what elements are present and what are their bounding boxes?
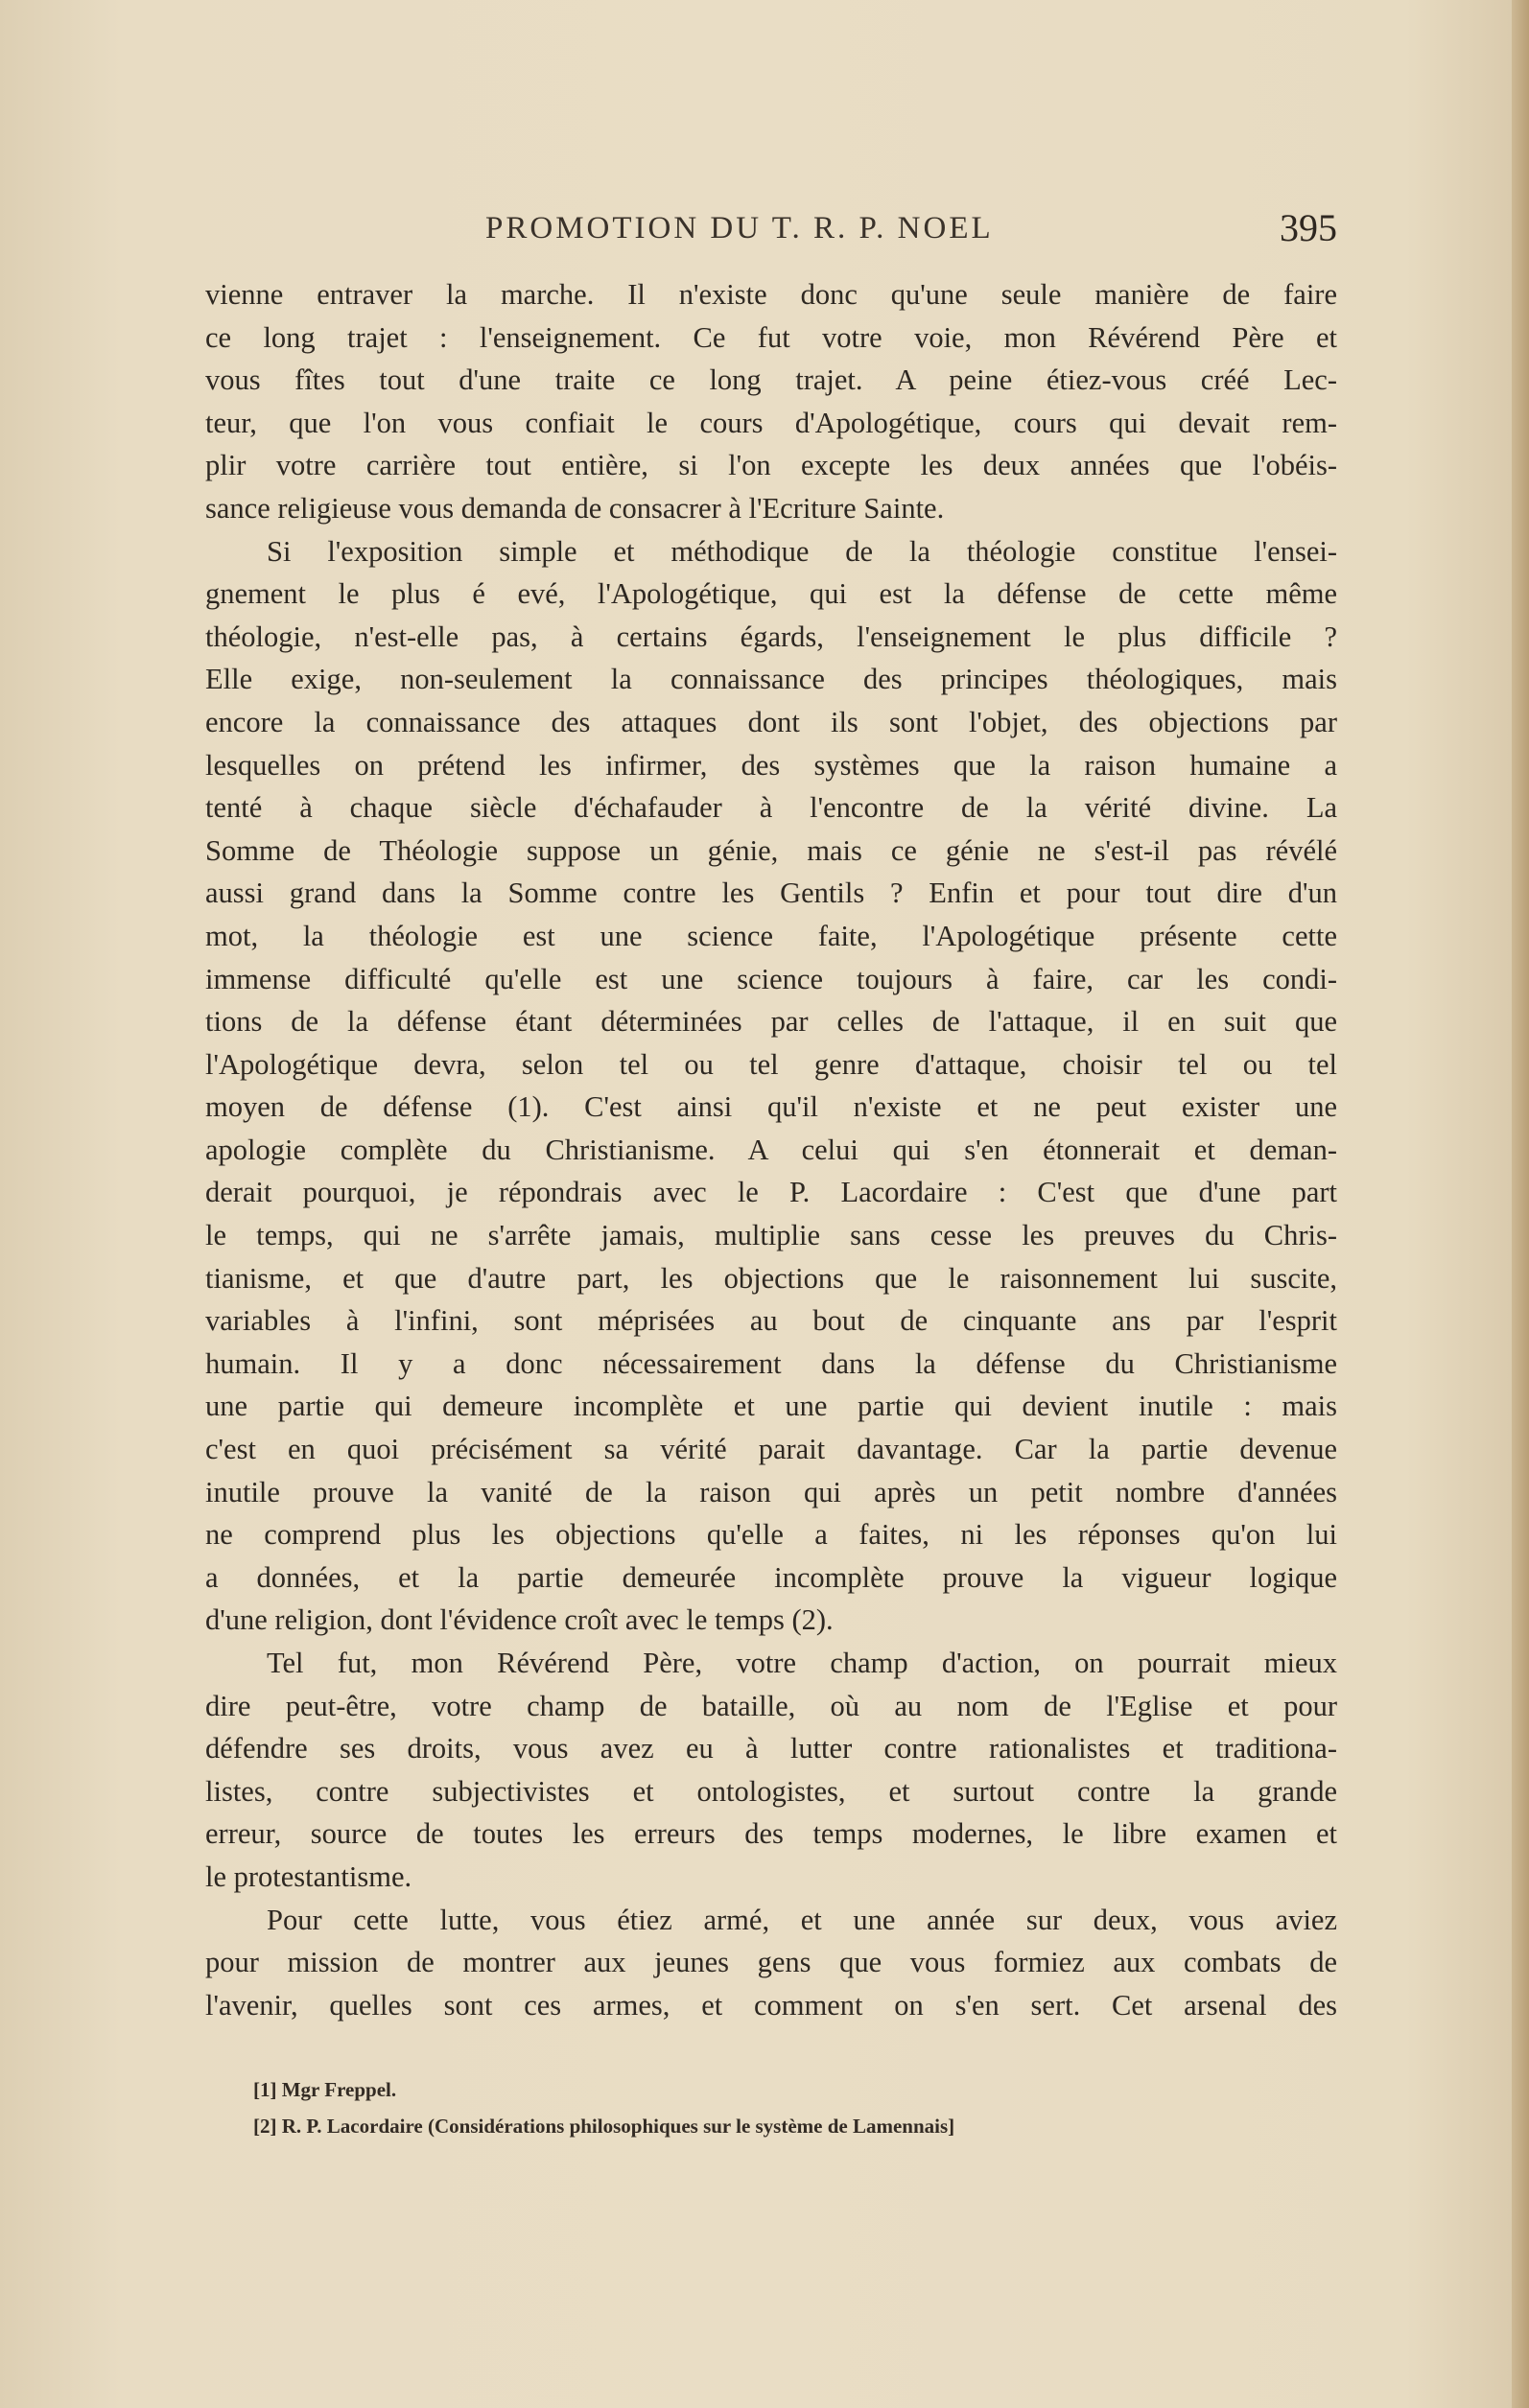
text-line: teur, que l'on vous confiait le cours d'Apologétique, cours qui devait rem- — [205, 406, 1337, 439]
text-line: dire peut-être, votre champ de bataille, où au nom de l'Eglise et pour — [205, 1689, 1337, 1722]
footnote: [1] Mgr Freppel. — [253, 2078, 397, 2101]
text-line: inutile prouve la vanité de la raison qui après un petit nombre d'années — [205, 1475, 1337, 1508]
text-line: listes, contre subjectivistes et ontologistes, et surtout contre la grande — [205, 1774, 1337, 1808]
text-line: Elle exige, non-seulement la connaissance des principes théologiques, mais — [205, 663, 1337, 696]
text-line: défendre ses droits, vous avez eu à lutter contre rationalistes et traditiona- — [205, 1732, 1337, 1765]
text-line: vous fîtes tout d'une traite ce long trajet. A peine étiez-vous créé Lec- — [205, 363, 1337, 397]
text-line: le protestantisme. — [205, 1859, 412, 1893]
text-line: l'avenir, quelles sont ces armes, et comment on s'en sert. Cet arsenal des — [205, 1988, 1337, 2022]
text-line: c'est en quoi précisément sa vérité parait davantage. Car la partie devenue — [205, 1433, 1337, 1466]
text-line: erreur, source de toutes les erreurs des temps modernes, le libre examen et — [205, 1817, 1337, 1851]
text-line: vienne entraver la marche. Il n'existe donc qu'une seule manière de faire — [205, 278, 1337, 311]
running-header — [205, 205, 1337, 263]
body-text — [205, 273, 1337, 2026]
text-line: lesquelles on prétend les infirmer, des systèmes que la raison humaine a — [205, 748, 1337, 782]
text-line: plir votre carrière tout entière, si l'on excepte les deux années que l'obéis- — [205, 449, 1337, 482]
running-title: PROMOTION DU T. R. P. NOEL — [485, 211, 994, 245]
footnotes — [253, 2071, 1337, 2144]
text-line: mot, la théologie est une science faite, l'Apologétique présente cette — [205, 919, 1337, 952]
text-line: tianisme, et que d'autre part, les objections que le raisonnement lui suscite, — [205, 1261, 1337, 1295]
text-line: une partie qui demeure incomplète et une partie qui devient inutile : mais — [205, 1390, 1337, 1423]
text-line: encore la connaissance des attaques dont ils sont l'objet, des objections par — [205, 705, 1337, 738]
text-line: pour mission de montrer aux jeunes gens que vous formiez aux combats de — [205, 1946, 1337, 1979]
text-line: théologie, n'est-elle pas, à certains égards, l'enseignement le plus difficile ? — [205, 620, 1337, 653]
text-line: Tel fut, mon Révérend Père, votre champ d'action, on pourrait mieux — [267, 1647, 1337, 1679]
text-line: d'une religion, dont l'évidence croît avec le temps (2). — [205, 1603, 834, 1637]
text-line: l'Apologétique devra, selon tel ou tel genre d'attaque, choisir tel ou tel — [205, 1047, 1337, 1081]
text-line: tions de la défense étant déterminées par celles de l'attaque, il en suit que — [205, 1005, 1337, 1039]
text-line: gnement le plus é evé, l'Apologétique, qui est la défense de cette même — [205, 577, 1337, 611]
text-line: le temps, qui ne s'arrête jamais, multiplie sans cesse les preuves du Chris- — [205, 1219, 1337, 1252]
text-line: humain. Il y a donc nécessairement dans la défense du Christianisme — [205, 1346, 1337, 1380]
text-line: variables à l'infini, sont méprisées au bout de cinquante ans par l'esprit — [205, 1304, 1337, 1338]
text-line: a données, et la partie demeurée incomplète prouve la vigueur logique — [205, 1560, 1337, 1594]
text-line: ne comprend plus les objections qu'elle a faites, ni les réponses qu'on lui — [205, 1518, 1337, 1552]
text-line: ce long trajet : l'enseignement. Ce fut votre voie, mon Révérend Père et — [205, 320, 1337, 354]
text-line: sance religieuse vous demanda de consacrer à l'Ecriture Sainte. — [205, 491, 945, 525]
page-spine-edge — [1512, 0, 1529, 2408]
text-line: tenté à chaque siècle d'échafauder à l'encontre de la vérité divine. La — [205, 791, 1337, 825]
text-line: moyen de défense (1). C'est ainsi qu'il n'existe et ne peut exister une — [205, 1090, 1337, 1124]
text-line: derait pourquoi, je répondrais avec le P. Lacordaire : C'est que d'une part — [205, 1176, 1337, 1209]
text-line: aussi grand dans la Somme contre les Gentils ? Enfin et pour tout dire d'un — [205, 877, 1337, 910]
text-line: Somme de Théologie suppose un génie, mais ce génie ne s'est-il pas révélé — [205, 833, 1337, 867]
text-line: apologie complète du Christianisme. A celui qui s'en étonnerait et deman- — [205, 1133, 1337, 1166]
footnote: [2] R. P. Lacordaire (Considérations philosophiques sur le système de Lamennais] — [253, 2115, 955, 2138]
text-line: immense difficulté qu'elle est une science toujours à faire, car les condi- — [205, 962, 1337, 995]
text-line: Pour cette lutte, vous étiez armé, et une année sur deux, vous aviez — [267, 1903, 1337, 1936]
text-line: Si l'exposition simple et méthodique de la théologie constitue l'ensei- — [267, 534, 1337, 568]
page-number: 395 — [1280, 206, 1337, 249]
